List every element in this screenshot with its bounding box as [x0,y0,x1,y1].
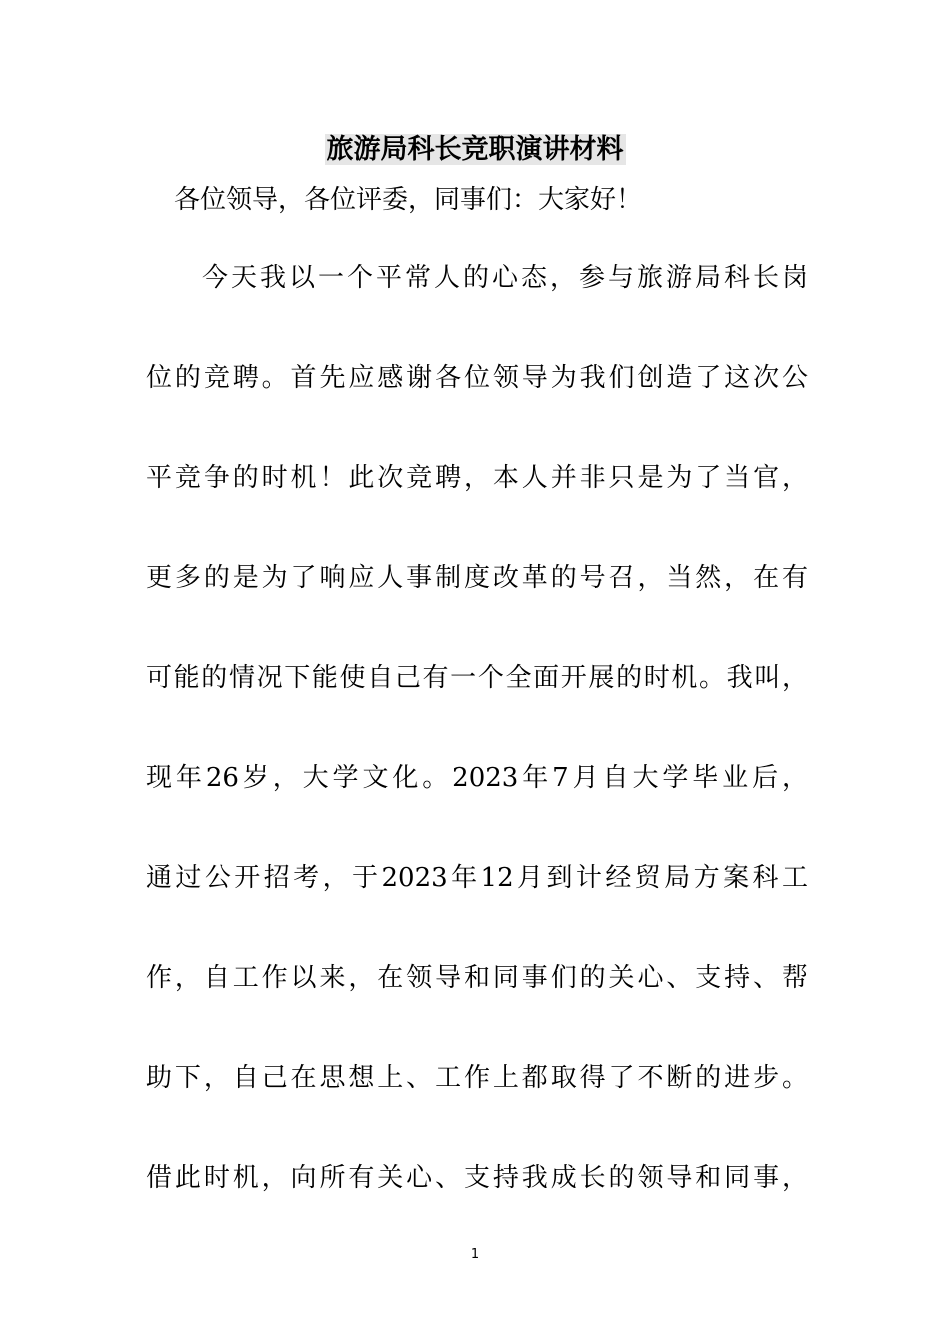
body-line-7: 通过公开招考，于2023年12月到计经贸局方案科工 [146,863,808,893]
body-line-5: 可能的情况下能使自己有一个全面开展的时机。我叫， [146,663,808,693]
body-line-6: 现年26岁，大学文化。2023年7月自大学毕业后， [146,763,808,793]
body-line-3: 平竞争的时机！此次竞聘，本人并非只是为了当官， [146,463,808,493]
document-title [0,130,950,170]
body-line-1: 今天我以一个平常人的心态，参与旅游局科长岗 [202,263,808,293]
greeting-line: 各位领导，各位评委，同事们：大家好！ [174,185,643,215]
page-number: 1 [470,1247,480,1262]
body-line-10: 借此时机，向所有关心、支持我成长的领导和同事， [146,1163,808,1193]
body-line-4: 更多的是为了响应人事制度改革的号召，当然，在有 [146,563,808,593]
body-line-2: 位的竞聘。首先应感谢各位领导为我们创造了这次公 [146,363,808,393]
body-line-8: 作，自工作以来，在领导和同事们的关心、支持、帮 [146,963,808,993]
document-title-text: 旅游局科长竞职演讲材料 [326,134,624,165]
body-line-9: 助下，自己在思想上、工作上都取得了不断的进步。 [146,1063,808,1093]
